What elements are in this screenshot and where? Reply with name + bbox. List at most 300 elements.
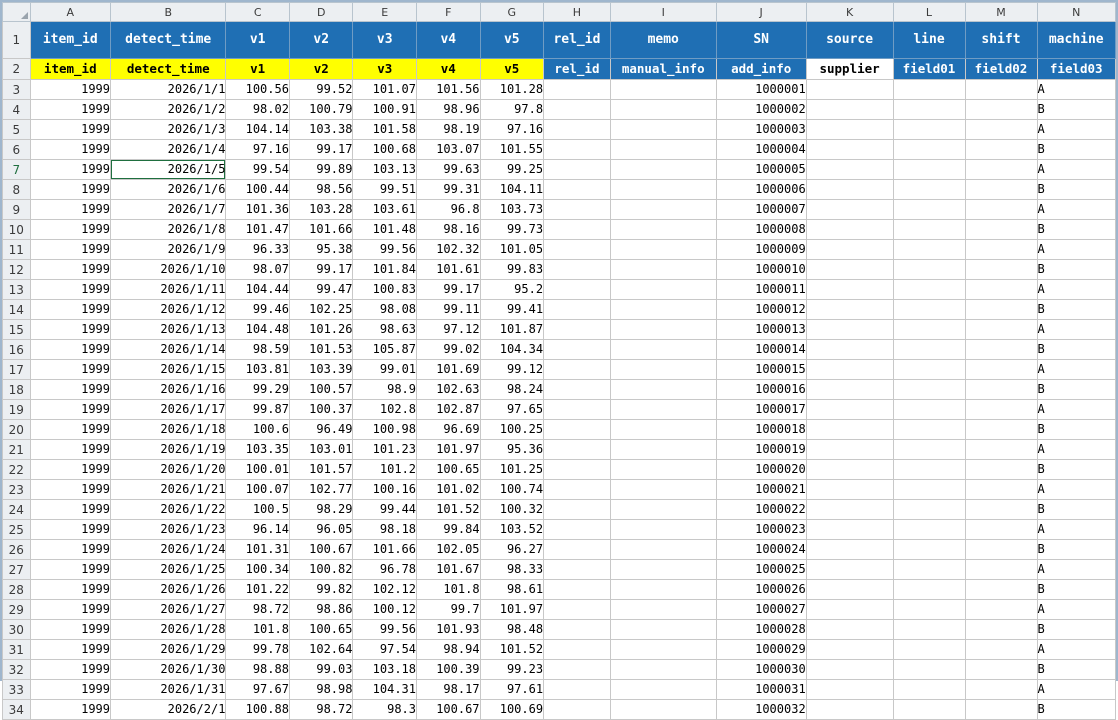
- cell-h21[interactable]: [544, 440, 611, 460]
- cell-h32[interactable]: [544, 660, 611, 680]
- cell-d27[interactable]: 100.82: [289, 560, 353, 580]
- row-header-32[interactable]: 32: [3, 660, 31, 680]
- row-header-25[interactable]: 25: [3, 520, 31, 540]
- cell-n33[interactable]: A: [1037, 680, 1116, 700]
- cell-g30[interactable]: 98.48: [480, 620, 544, 640]
- cell-e15[interactable]: 98.63: [353, 320, 417, 340]
- cell-f28[interactable]: 101.8: [417, 580, 481, 600]
- cell-h15[interactable]: [544, 320, 611, 340]
- column-header-l[interactable]: L: [893, 3, 965, 22]
- cell-h24[interactable]: [544, 500, 611, 520]
- cell-h17[interactable]: [544, 360, 611, 380]
- column-header-g[interactable]: G: [480, 3, 544, 22]
- cell-k33[interactable]: [806, 680, 893, 700]
- cell-h9[interactable]: [544, 200, 611, 220]
- cell-h27[interactable]: [544, 560, 611, 580]
- cell-c15[interactable]: 104.48: [226, 320, 290, 340]
- cell-l21[interactable]: [893, 440, 965, 460]
- cell-l20[interactable]: [893, 420, 965, 440]
- cell-m7[interactable]: [965, 160, 1037, 180]
- cell-l18[interactable]: [893, 380, 965, 400]
- cell-n30[interactable]: B: [1037, 620, 1116, 640]
- cell-e12[interactable]: 101.84: [353, 260, 417, 280]
- row-header-16[interactable]: 16: [3, 340, 31, 360]
- cell-d12[interactable]: 99.17: [289, 260, 353, 280]
- cell-e29[interactable]: 100.12: [353, 600, 417, 620]
- cell-a23[interactable]: 1999: [30, 480, 110, 500]
- cell-g20[interactable]: 100.25: [480, 420, 544, 440]
- cell-f16[interactable]: 99.02: [417, 340, 481, 360]
- cell-g16[interactable]: 104.34: [480, 340, 544, 360]
- field-cell-m2[interactable]: field02: [965, 59, 1037, 80]
- cell-g9[interactable]: 103.73: [480, 200, 544, 220]
- row-header-29[interactable]: 29: [3, 600, 31, 620]
- cell-n29[interactable]: A: [1037, 600, 1116, 620]
- cell-j17[interactable]: 1000015: [716, 360, 806, 380]
- cell-g4[interactable]: 97.8: [480, 100, 544, 120]
- cell-i17[interactable]: [610, 360, 716, 380]
- cell-m29[interactable]: [965, 600, 1037, 620]
- cell-e4[interactable]: 100.91: [353, 100, 417, 120]
- cell-l7[interactable]: [893, 160, 965, 180]
- cell-i14[interactable]: [610, 300, 716, 320]
- cell-l15[interactable]: [893, 320, 965, 340]
- cell-m6[interactable]: [965, 140, 1037, 160]
- cell-h26[interactable]: [544, 540, 611, 560]
- cell-b27[interactable]: 2026/1/25: [111, 560, 226, 580]
- cell-c21[interactable]: 103.35: [226, 440, 290, 460]
- cell-i24[interactable]: [610, 500, 716, 520]
- cell-e21[interactable]: 101.23: [353, 440, 417, 460]
- cell-b33[interactable]: 2026/1/31: [111, 680, 226, 700]
- cell-l24[interactable]: [893, 500, 965, 520]
- cell-j12[interactable]: 1000010: [716, 260, 806, 280]
- cell-c5[interactable]: 104.14: [226, 120, 290, 140]
- cell-d3[interactable]: 99.52: [289, 80, 353, 100]
- cell-b19[interactable]: 2026/1/17: [111, 400, 226, 420]
- cell-k25[interactable]: [806, 520, 893, 540]
- cell-f21[interactable]: 101.97: [417, 440, 481, 460]
- cell-a27[interactable]: 1999: [30, 560, 110, 580]
- cell-h10[interactable]: [544, 220, 611, 240]
- cell-d13[interactable]: 99.47: [289, 280, 353, 300]
- cell-i5[interactable]: [610, 120, 716, 140]
- cell-d17[interactable]: 103.39: [289, 360, 353, 380]
- cell-n6[interactable]: B: [1037, 140, 1116, 160]
- cell-a4[interactable]: 1999: [30, 100, 110, 120]
- row-header-13[interactable]: 13: [3, 280, 31, 300]
- cell-d30[interactable]: 100.65: [289, 620, 353, 640]
- row-header-15[interactable]: 15: [3, 320, 31, 340]
- cell-m12[interactable]: [965, 260, 1037, 280]
- cell-n24[interactable]: B: [1037, 500, 1116, 520]
- cell-a21[interactable]: 1999: [30, 440, 110, 460]
- cell-e6[interactable]: 100.68: [353, 140, 417, 160]
- cell-d16[interactable]: 101.53: [289, 340, 353, 360]
- row-header-34[interactable]: 34: [3, 700, 31, 720]
- field-cell-i2[interactable]: manual_info: [610, 59, 716, 80]
- cell-h5[interactable]: [544, 120, 611, 140]
- column-header-j[interactable]: J: [716, 3, 806, 22]
- cell-l10[interactable]: [893, 220, 965, 240]
- cell-l12[interactable]: [893, 260, 965, 280]
- cell-e14[interactable]: 98.08: [353, 300, 417, 320]
- cell-a9[interactable]: 1999: [30, 200, 110, 220]
- cell-l22[interactable]: [893, 460, 965, 480]
- cell-i31[interactable]: [610, 640, 716, 660]
- cell-h3[interactable]: [544, 80, 611, 100]
- cell-h6[interactable]: [544, 140, 611, 160]
- cell-a30[interactable]: 1999: [30, 620, 110, 640]
- cell-l11[interactable]: [893, 240, 965, 260]
- cell-h34[interactable]: [544, 700, 611, 720]
- cell-h7[interactable]: [544, 160, 611, 180]
- cell-a24[interactable]: 1999: [30, 500, 110, 520]
- cell-d7[interactable]: 99.89: [289, 160, 353, 180]
- cell-f29[interactable]: 99.7: [417, 600, 481, 620]
- cell-h33[interactable]: [544, 680, 611, 700]
- cell-e16[interactable]: 105.87: [353, 340, 417, 360]
- row-header-21[interactable]: 21: [3, 440, 31, 460]
- cell-k21[interactable]: [806, 440, 893, 460]
- field-cell-f2[interactable]: v4: [417, 59, 481, 80]
- cell-m27[interactable]: [965, 560, 1037, 580]
- row-header-14[interactable]: 14: [3, 300, 31, 320]
- cell-d20[interactable]: 96.49: [289, 420, 353, 440]
- column-header-e[interactable]: E: [353, 3, 417, 22]
- cell-l3[interactable]: [893, 80, 965, 100]
- cell-l8[interactable]: [893, 180, 965, 200]
- cell-m26[interactable]: [965, 540, 1037, 560]
- cell-j20[interactable]: 1000018: [716, 420, 806, 440]
- cell-i22[interactable]: [610, 460, 716, 480]
- cell-j26[interactable]: 1000024: [716, 540, 806, 560]
- cell-m4[interactable]: [965, 100, 1037, 120]
- cell-b8[interactable]: 2026/1/6: [111, 180, 226, 200]
- cell-d32[interactable]: 99.03: [289, 660, 353, 680]
- cell-l9[interactable]: [893, 200, 965, 220]
- field-cell-g2[interactable]: v5: [480, 59, 544, 80]
- cell-e17[interactable]: 99.01: [353, 360, 417, 380]
- cell-n23[interactable]: A: [1037, 480, 1116, 500]
- cell-b5[interactable]: 2026/1/3: [111, 120, 226, 140]
- cell-f32[interactable]: 100.39: [417, 660, 481, 680]
- field-cell-b2[interactable]: detect_time: [111, 59, 226, 80]
- cell-m18[interactable]: [965, 380, 1037, 400]
- cell-n18[interactable]: B: [1037, 380, 1116, 400]
- cell-i7[interactable]: [610, 160, 716, 180]
- cell-m20[interactable]: [965, 420, 1037, 440]
- cell-k8[interactable]: [806, 180, 893, 200]
- row-header-23[interactable]: 23: [3, 480, 31, 500]
- cell-k18[interactable]: [806, 380, 893, 400]
- cell-j32[interactable]: 1000030: [716, 660, 806, 680]
- row-header-4[interactable]: 4: [3, 100, 31, 120]
- cell-n34[interactable]: B: [1037, 700, 1116, 720]
- row-header-31[interactable]: 31: [3, 640, 31, 660]
- cell-h8[interactable]: [544, 180, 611, 200]
- cell-k15[interactable]: [806, 320, 893, 340]
- column-header-d[interactable]: D: [289, 3, 353, 22]
- header-cell-n1[interactable]: machine: [1037, 22, 1116, 59]
- cell-g33[interactable]: 97.61: [480, 680, 544, 700]
- cell-m31[interactable]: [965, 640, 1037, 660]
- row-header-10[interactable]: 10: [3, 220, 31, 240]
- cell-g14[interactable]: 99.41: [480, 300, 544, 320]
- cell-g3[interactable]: 101.28: [480, 80, 544, 100]
- cell-b20[interactable]: 2026/1/18: [111, 420, 226, 440]
- cell-a5[interactable]: 1999: [30, 120, 110, 140]
- cell-f20[interactable]: 96.69: [417, 420, 481, 440]
- cell-b6[interactable]: 2026/1/4: [111, 140, 226, 160]
- cell-g12[interactable]: 99.83: [480, 260, 544, 280]
- cell-b9[interactable]: 2026/1/7: [111, 200, 226, 220]
- row-header-1[interactable]: 1: [3, 22, 31, 59]
- column-header-m[interactable]: M: [965, 3, 1037, 22]
- cell-d22[interactable]: 101.57: [289, 460, 353, 480]
- cell-n19[interactable]: A: [1037, 400, 1116, 420]
- cell-m5[interactable]: [965, 120, 1037, 140]
- cell-k13[interactable]: [806, 280, 893, 300]
- header-cell-f1[interactable]: v4: [417, 22, 481, 59]
- cell-i26[interactable]: [610, 540, 716, 560]
- row-header-17[interactable]: 17: [3, 360, 31, 380]
- cell-g10[interactable]: 99.73: [480, 220, 544, 240]
- cell-h25[interactable]: [544, 520, 611, 540]
- cell-j34[interactable]: 1000032: [716, 700, 806, 720]
- cell-i6[interactable]: [610, 140, 716, 160]
- row-header-18[interactable]: 18: [3, 380, 31, 400]
- cell-d4[interactable]: 100.79: [289, 100, 353, 120]
- cell-l30[interactable]: [893, 620, 965, 640]
- cell-i16[interactable]: [610, 340, 716, 360]
- cell-c9[interactable]: 101.36: [226, 200, 290, 220]
- cell-c13[interactable]: 104.44: [226, 280, 290, 300]
- cell-c6[interactable]: 97.16: [226, 140, 290, 160]
- cell-k17[interactable]: [806, 360, 893, 380]
- header-cell-i1[interactable]: memo: [610, 22, 716, 59]
- cell-e31[interactable]: 97.54: [353, 640, 417, 660]
- cell-i34[interactable]: [610, 700, 716, 720]
- cell-e28[interactable]: 102.12: [353, 580, 417, 600]
- row-header-26[interactable]: 26: [3, 540, 31, 560]
- cell-d14[interactable]: 102.25: [289, 300, 353, 320]
- row-header-20[interactable]: 20: [3, 420, 31, 440]
- cell-i15[interactable]: [610, 320, 716, 340]
- cell-f24[interactable]: 101.52: [417, 500, 481, 520]
- row-header-3[interactable]: 3: [3, 80, 31, 100]
- row-header-7[interactable]: 7: [3, 160, 31, 180]
- cell-g13[interactable]: 95.2: [480, 280, 544, 300]
- cell-f31[interactable]: 98.94: [417, 640, 481, 660]
- cell-i20[interactable]: [610, 420, 716, 440]
- cell-i27[interactable]: [610, 560, 716, 580]
- cell-f4[interactable]: 98.96: [417, 100, 481, 120]
- cell-c4[interactable]: 98.02: [226, 100, 290, 120]
- cell-n3[interactable]: A: [1037, 80, 1116, 100]
- cell-b28[interactable]: 2026/1/26: [111, 580, 226, 600]
- cell-g19[interactable]: 97.65: [480, 400, 544, 420]
- cell-d11[interactable]: 95.38: [289, 240, 353, 260]
- cell-i9[interactable]: [610, 200, 716, 220]
- column-header-n[interactable]: N: [1037, 3, 1116, 22]
- cell-c20[interactable]: 100.6: [226, 420, 290, 440]
- cell-n8[interactable]: B: [1037, 180, 1116, 200]
- cell-m25[interactable]: [965, 520, 1037, 540]
- cell-f9[interactable]: 96.8: [417, 200, 481, 220]
- cell-j24[interactable]: 1000022: [716, 500, 806, 520]
- row-header-19[interactable]: 19: [3, 400, 31, 420]
- cell-k29[interactable]: [806, 600, 893, 620]
- cell-i32[interactable]: [610, 660, 716, 680]
- cell-i11[interactable]: [610, 240, 716, 260]
- cell-m17[interactable]: [965, 360, 1037, 380]
- cell-l19[interactable]: [893, 400, 965, 420]
- cell-k20[interactable]: [806, 420, 893, 440]
- cell-f5[interactable]: 98.19: [417, 120, 481, 140]
- cell-k16[interactable]: [806, 340, 893, 360]
- cell-d23[interactable]: 102.77: [289, 480, 353, 500]
- cell-i3[interactable]: [610, 80, 716, 100]
- cell-h13[interactable]: [544, 280, 611, 300]
- cell-j21[interactable]: 1000019: [716, 440, 806, 460]
- cell-m9[interactable]: [965, 200, 1037, 220]
- header-cell-b1[interactable]: detect_time: [111, 22, 226, 59]
- cell-m23[interactable]: [965, 480, 1037, 500]
- cell-a15[interactable]: 1999: [30, 320, 110, 340]
- cell-b26[interactable]: 2026/1/24: [111, 540, 226, 560]
- row-header-33[interactable]: 33: [3, 680, 31, 700]
- cell-g27[interactable]: 98.33: [480, 560, 544, 580]
- cell-c10[interactable]: 101.47: [226, 220, 290, 240]
- cell-c30[interactable]: 101.8: [226, 620, 290, 640]
- cell-b4[interactable]: 2026/1/2: [111, 100, 226, 120]
- cell-h28[interactable]: [544, 580, 611, 600]
- cell-h12[interactable]: [544, 260, 611, 280]
- cell-f15[interactable]: 97.12: [417, 320, 481, 340]
- cell-g31[interactable]: 101.52: [480, 640, 544, 660]
- cell-l6[interactable]: [893, 140, 965, 160]
- cell-j3[interactable]: 1000001: [716, 80, 806, 100]
- field-cell-a2[interactable]: item_id: [30, 59, 110, 80]
- cell-k7[interactable]: [806, 160, 893, 180]
- cell-b10[interactable]: 2026/1/8: [111, 220, 226, 240]
- cell-l14[interactable]: [893, 300, 965, 320]
- cell-g17[interactable]: 99.12: [480, 360, 544, 380]
- cell-d31[interactable]: 102.64: [289, 640, 353, 660]
- cell-i8[interactable]: [610, 180, 716, 200]
- cell-k23[interactable]: [806, 480, 893, 500]
- row-header-24[interactable]: 24: [3, 500, 31, 520]
- cell-h18[interactable]: [544, 380, 611, 400]
- cell-l27[interactable]: [893, 560, 965, 580]
- cell-a19[interactable]: 1999: [30, 400, 110, 420]
- cell-h20[interactable]: [544, 420, 611, 440]
- cell-m14[interactable]: [965, 300, 1037, 320]
- cell-e9[interactable]: 103.61: [353, 200, 417, 220]
- cell-g6[interactable]: 101.55: [480, 140, 544, 160]
- cell-h30[interactable]: [544, 620, 611, 640]
- column-header-k[interactable]: K: [806, 3, 893, 22]
- cell-b24[interactable]: 2026/1/22: [111, 500, 226, 520]
- cell-a34[interactable]: 1999: [30, 700, 110, 720]
- cell-a7[interactable]: 1999: [30, 160, 110, 180]
- cell-g7[interactable]: 99.25: [480, 160, 544, 180]
- row-header-2[interactable]: 2: [3, 59, 31, 80]
- cell-b11[interactable]: 2026/1/9: [111, 240, 226, 260]
- cell-g26[interactable]: 96.27: [480, 540, 544, 560]
- cell-g23[interactable]: 100.74: [480, 480, 544, 500]
- cell-e22[interactable]: 101.2: [353, 460, 417, 480]
- cell-j7[interactable]: 1000005: [716, 160, 806, 180]
- cell-d18[interactable]: 100.57: [289, 380, 353, 400]
- cell-i29[interactable]: [610, 600, 716, 620]
- cell-i28[interactable]: [610, 580, 716, 600]
- field-cell-h2[interactable]: rel_id: [544, 59, 611, 80]
- cell-k14[interactable]: [806, 300, 893, 320]
- cell-d5[interactable]: 103.38: [289, 120, 353, 140]
- cell-c19[interactable]: 99.87: [226, 400, 290, 420]
- cell-c7[interactable]: 99.54: [226, 160, 290, 180]
- cell-j14[interactable]: 1000012: [716, 300, 806, 320]
- row-header-5[interactable]: 5: [3, 120, 31, 140]
- cell-c26[interactable]: 101.31: [226, 540, 290, 560]
- cell-j25[interactable]: 1000023: [716, 520, 806, 540]
- cell-j23[interactable]: 1000021: [716, 480, 806, 500]
- cell-f11[interactable]: 102.32: [417, 240, 481, 260]
- cell-j16[interactable]: 1000014: [716, 340, 806, 360]
- cell-e13[interactable]: 100.83: [353, 280, 417, 300]
- cell-n4[interactable]: B: [1037, 100, 1116, 120]
- field-cell-c2[interactable]: v1: [226, 59, 290, 80]
- cell-n5[interactable]: A: [1037, 120, 1116, 140]
- cell-a28[interactable]: 1999: [30, 580, 110, 600]
- cell-f25[interactable]: 99.84: [417, 520, 481, 540]
- cell-j13[interactable]: 1000011: [716, 280, 806, 300]
- cell-f34[interactable]: 100.67: [417, 700, 481, 720]
- cell-a12[interactable]: 1999: [30, 260, 110, 280]
- cell-l5[interactable]: [893, 120, 965, 140]
- cell-d10[interactable]: 101.66: [289, 220, 353, 240]
- cell-f26[interactable]: 102.05: [417, 540, 481, 560]
- cell-k6[interactable]: [806, 140, 893, 160]
- cell-d26[interactable]: 100.67: [289, 540, 353, 560]
- cell-m34[interactable]: [965, 700, 1037, 720]
- cell-n26[interactable]: B: [1037, 540, 1116, 560]
- cell-a16[interactable]: 1999: [30, 340, 110, 360]
- cell-e32[interactable]: 103.18: [353, 660, 417, 680]
- cell-d25[interactable]: 96.05: [289, 520, 353, 540]
- cell-e5[interactable]: 101.58: [353, 120, 417, 140]
- cell-h4[interactable]: [544, 100, 611, 120]
- cell-e18[interactable]: 98.9: [353, 380, 417, 400]
- cell-j9[interactable]: 1000007: [716, 200, 806, 220]
- cell-b18[interactable]: 2026/1/16: [111, 380, 226, 400]
- cell-a10[interactable]: 1999: [30, 220, 110, 240]
- cell-n12[interactable]: B: [1037, 260, 1116, 280]
- cell-c16[interactable]: 98.59: [226, 340, 290, 360]
- cell-a29[interactable]: 1999: [30, 600, 110, 620]
- cell-k32[interactable]: [806, 660, 893, 680]
- cell-d6[interactable]: 99.17: [289, 140, 353, 160]
- cell-h11[interactable]: [544, 240, 611, 260]
- cell-k5[interactable]: [806, 120, 893, 140]
- cell-c22[interactable]: 100.01: [226, 460, 290, 480]
- field-cell-j2[interactable]: add_info: [716, 59, 806, 80]
- cell-c25[interactable]: 96.14: [226, 520, 290, 540]
- cell-j29[interactable]: 1000027: [716, 600, 806, 620]
- cell-n21[interactable]: A: [1037, 440, 1116, 460]
